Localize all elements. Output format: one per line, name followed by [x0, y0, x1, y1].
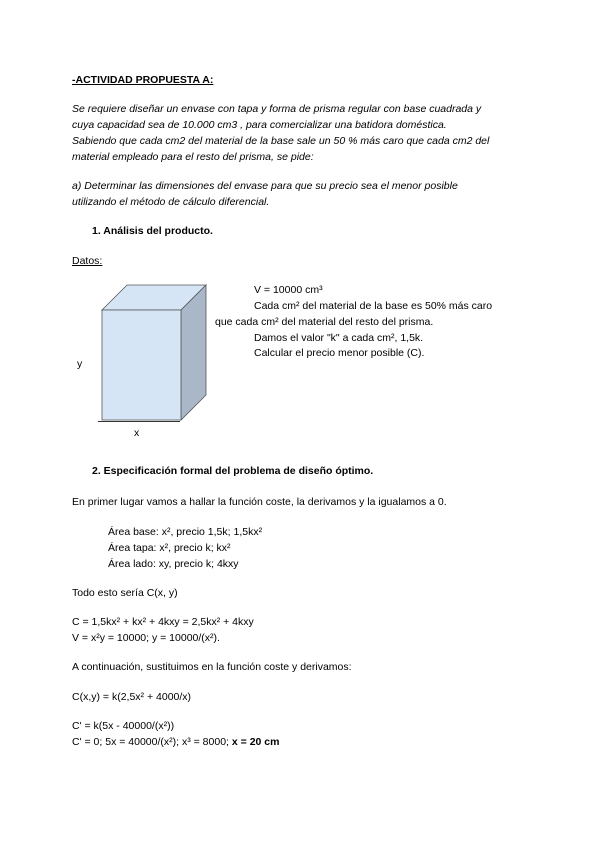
page-title: -ACTIVIDAD PROPUESTA A:	[72, 74, 214, 86]
intro-line: cuya capacidad sea de 10.000 cm3 , para comercializar una batidora doméstica.	[72, 119, 447, 131]
section-heading-specification: 2. Especificación formal del problema de diseño óptimo.	[92, 465, 374, 477]
intro-line: Se requiere diseñar un envase con tapa y forma de prisma regular con base cuadrada y	[72, 103, 482, 115]
paragraph: A continuación, sustituimos en la función coste y derivamos:	[72, 661, 352, 673]
datos-item: Cada cm² del material de la base es 50% más caro	[254, 300, 493, 312]
prism-diagram	[98, 283, 210, 425]
y-axis-label: y	[77, 358, 83, 370]
section-heading-analysis: 1. Análisis del producto.	[92, 225, 213, 237]
datos-item: Damos el valor "k" a cada cm², 1,5k.	[254, 332, 424, 344]
area-item: Área lado: xy, precio k; 4kxy	[108, 558, 239, 570]
datos-label: Datos:	[72, 255, 103, 267]
prism-front-face	[102, 310, 181, 420]
derivative-steps: C' = 0; 5x = 40000/(x²); x³ = 8000;	[72, 736, 232, 748]
question-line: utilizando el método de cálculo diferencial.	[72, 196, 270, 208]
intro-line: material empleado para el resto del prisma, se pide:	[72, 151, 314, 163]
derivative-equation: C' = k(5x - 40000/(x²))	[72, 720, 175, 732]
volume-equation: V = x²y = 10000; y = 10000/(x²).	[72, 632, 220, 644]
datos-item: V = 10000 cm³	[254, 284, 323, 296]
paragraph: Todo esto sería C(x, y)	[72, 587, 178, 599]
cost-function: C(x,y) = k(2,5x² + 4000/x)	[72, 691, 192, 703]
derivative-solution	[72, 736, 279, 748]
x-axis-label: x	[134, 427, 140, 439]
question-line: a) Determinar las dimensiones del envase para que su precio sea el menor posible	[72, 180, 458, 192]
x-dimension-line	[98, 421, 180, 422]
datos-item: Calcular el precio menor posible (C).	[254, 347, 425, 359]
area-item: Área base: x², precio 1,5k; 1,5kx²	[108, 526, 263, 538]
datos-item: que cada cm² del material del resto del prisma.	[215, 316, 434, 328]
area-item: Área tapa: x², precio k; kx²	[108, 542, 231, 554]
result-value: x = 20 cm	[231, 736, 280, 748]
paragraph: En primer lugar vamos a hallar la función coste, la derivamos y la igualamos a 0.	[72, 496, 447, 508]
cost-equation: C = 1,5kx² + kx² + 4kxy = 2,5kx² + 4kxy	[72, 616, 254, 628]
intro-line: Sabiendo que cada cm2 del material de la base sale un 50 % más caro que cada cm2 del	[72, 135, 490, 147]
